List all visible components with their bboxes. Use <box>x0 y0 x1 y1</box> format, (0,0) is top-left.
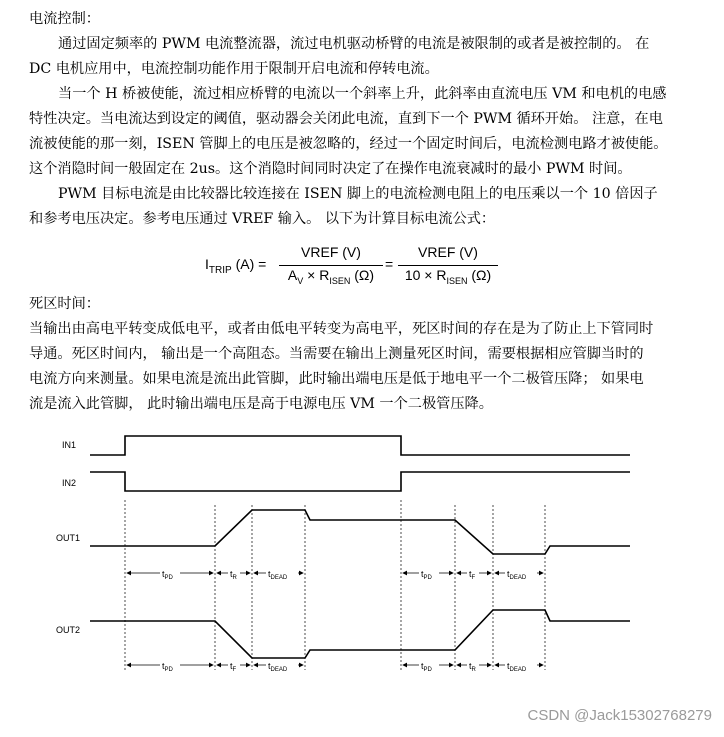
tdead-label-2: $t_{DEAD}$ <box>507 569 527 581</box>
para2-line2: 特性决定。当电流达到设定的阈值，驱动器会关闭此电流，直到下一个 PWM 循环开始。 注意，在电 <box>29 111 663 127</box>
tf-label-1: $t_F$ <box>469 569 476 581</box>
in2-waveform <box>90 472 630 491</box>
label-out2: OUT2 <box>56 625 81 635</box>
label-out1: OUT1 <box>56 533 81 543</box>
tdead-label-4: $t_{DEAD}$ <box>507 661 527 673</box>
heading-dead-time: 死区时间： <box>29 296 100 312</box>
formula-lhs: $I_{TRIP}$ (A) = <box>205 256 267 276</box>
out1-dimension-labels <box>160 567 537 581</box>
formula-den2: $10 \times R_{ISEN}$ (Ω) <box>404 267 492 286</box>
label-in2: IN2 <box>62 478 77 488</box>
heading-current-control: 电流控制： <box>29 11 100 27</box>
para4-line2: 导通。死区时间内， 输出是一个高阻态。当需要在输出上测量死区时间，需要根据相应管脚当时的 <box>29 346 644 362</box>
in1-waveform <box>90 436 630 455</box>
para1-line1: 通过固定频率的 PWM 电流整流器，流过电机驱动桥臂的电流是被限制的或者是被控制的。 在 <box>58 36 650 52</box>
para4-line3: 电流方向来测量。如果电流是流出此管脚，此时输出端电压是低于地电平一个二极管压降； 如果电 <box>29 371 644 387</box>
tpd-label-2: $t_{PD}$ <box>421 569 432 581</box>
tdead-label-1: $t_{DEAD}$ <box>268 569 288 581</box>
tr-label-1: $t_R$ <box>230 569 237 581</box>
para1-line2: DC 电机应用中，电流控制功能作用于限制开启电流和停转电流。 <box>29 61 439 77</box>
formula-num1: VREF (V) <box>301 244 361 260</box>
formula-eq: = <box>385 256 394 272</box>
formula-den1: $A_V \times R_{ISEN}$ (Ω) <box>287 267 375 286</box>
tpd-label-3: $t_{PD}$ <box>162 661 173 673</box>
para4-line4: 流是流入此管脚， 此时输出端电压是高于电源电压 VM 一个二极管压降。 <box>29 396 493 412</box>
formula-num2: VREF (V) <box>418 244 478 260</box>
csdn-watermark: CSDN @Jack15302768279 <box>527 707 712 724</box>
out2-waveform <box>90 610 630 658</box>
para2-line4: 这个消隐时间一般固定在 2us。这个消隐时间同时决定了在操作电流衰减时的最小 PWM 时间。 <box>29 161 632 177</box>
tr-label-2: $t_R$ <box>469 661 476 673</box>
tpd-label-1: $t_{PD}$ <box>162 569 173 581</box>
para4-line1: 当输出由高电平转变成低电平，或者由低电平转变为高电平，死区时间的存在是为了防止上下管同时 <box>29 321 654 337</box>
tpd-label-4: $t_{PD}$ <box>421 661 432 673</box>
out1-waveform <box>90 510 630 554</box>
label-in1: IN1 <box>62 440 77 450</box>
guide-lines <box>125 500 545 670</box>
para2-line1: 当一个 H 桥被使能，流过相应桥臂的电流以一个斜率上升，此斜率由直流电压 VM 和电机的电感 <box>58 86 667 102</box>
para2-line3: 流被使能的那一刻，ISEN 管脚上的电压是被忽略的，经过一个固定时间后，电流检测电路才被使能。 <box>29 136 668 152</box>
tdead-label-3: $t_{DEAD}$ <box>268 661 288 673</box>
para3-line2: 和参考电压决定。参考电压通过 VREF 输入。 以下为计算目标电流公式： <box>29 211 496 227</box>
para3-line1: PWM 目标电流是由比较器比较连接在 ISEN 脚上的电流检测电阻上的电压乘以一个 10 倍因子 <box>58 186 658 202</box>
tf-label-2: $t_F$ <box>230 661 237 673</box>
out2-dimension-labels <box>160 659 537 673</box>
